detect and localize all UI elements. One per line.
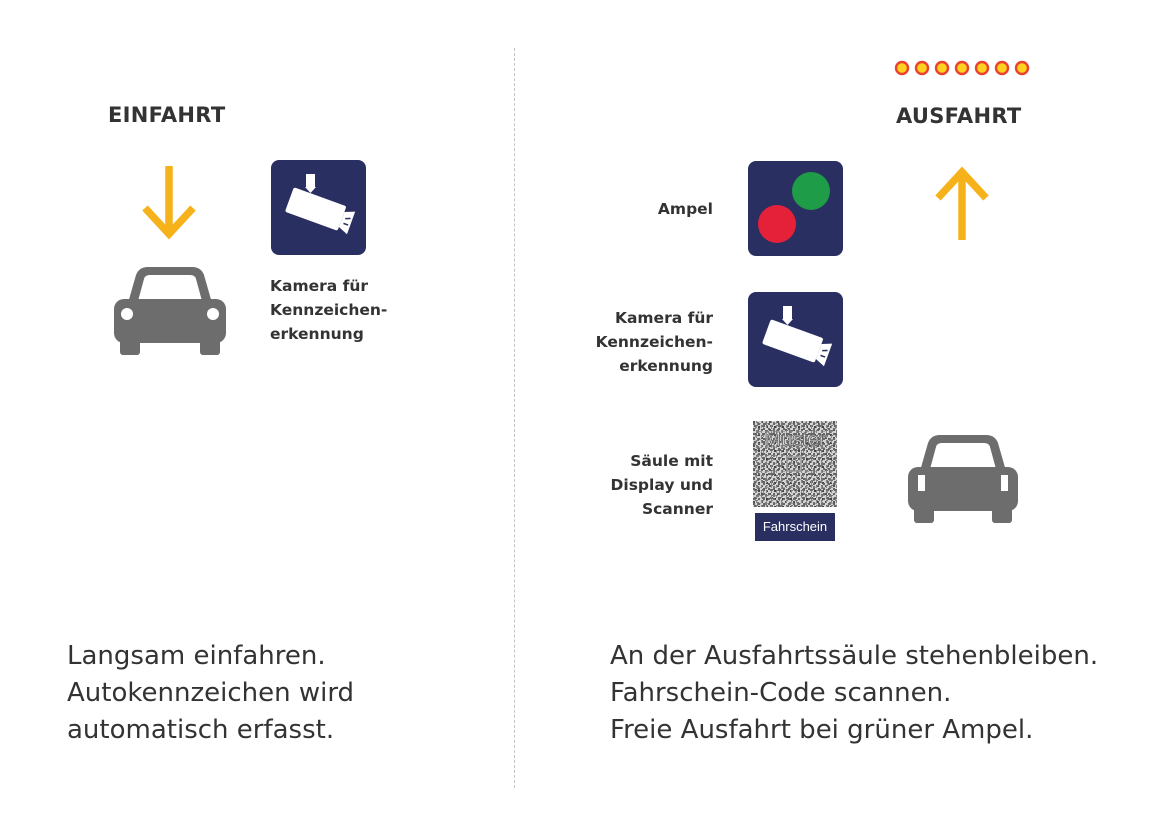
section-divider	[514, 48, 515, 788]
exit-heading: AUSFAHRT	[896, 104, 1022, 128]
entry-camera-label	[270, 274, 387, 346]
ticket-sample	[753, 421, 837, 543]
camera-icon	[748, 292, 843, 387]
arrow-up-icon	[933, 164, 991, 242]
ticket-label: Fahrschein	[755, 513, 835, 541]
entry-instructions	[67, 638, 354, 749]
entry-heading: EINFAHRT	[108, 103, 226, 127]
exit-camera-label	[560, 306, 713, 378]
label-line: Kennzeichen-	[595, 333, 713, 351]
car-icon	[906, 433, 1020, 523]
traffic-light-icon	[748, 161, 843, 256]
light-bar-icon	[893, 58, 1031, 78]
ticket-sample-word: Muster	[764, 429, 826, 451]
traffic-light-label: Ampel	[657, 200, 713, 218]
label-line: erkennung	[270, 325, 364, 343]
pillar-label	[580, 449, 713, 521]
label-line: erkennung	[619, 357, 713, 375]
label-line: Display und	[610, 476, 713, 494]
exit-instructions	[610, 638, 1098, 749]
car-icon	[112, 263, 228, 355]
label-line: Kennzeichen-	[270, 301, 388, 319]
instruction-line: Freie Ausfahrt bei grüner Ampel.	[610, 715, 1034, 745]
instruction-line: Autokennzeichen wird	[67, 678, 355, 708]
label-line: Kamera für	[270, 277, 369, 295]
label-line: Kamera für	[614, 309, 713, 327]
instruction-line: automatisch erfasst.	[67, 715, 335, 745]
arrow-down-icon	[140, 164, 198, 242]
camera-icon	[271, 160, 366, 255]
instruction-line: Langsam einfahren.	[67, 641, 326, 671]
instruction-line: An der Ausfahrtssäule stehenbleiben.	[610, 641, 1099, 671]
instruction-line: Fahrschein-Code scannen.	[610, 678, 952, 708]
label-line: Säule mit	[630, 452, 713, 470]
label-line: Scanner	[641, 500, 713, 518]
